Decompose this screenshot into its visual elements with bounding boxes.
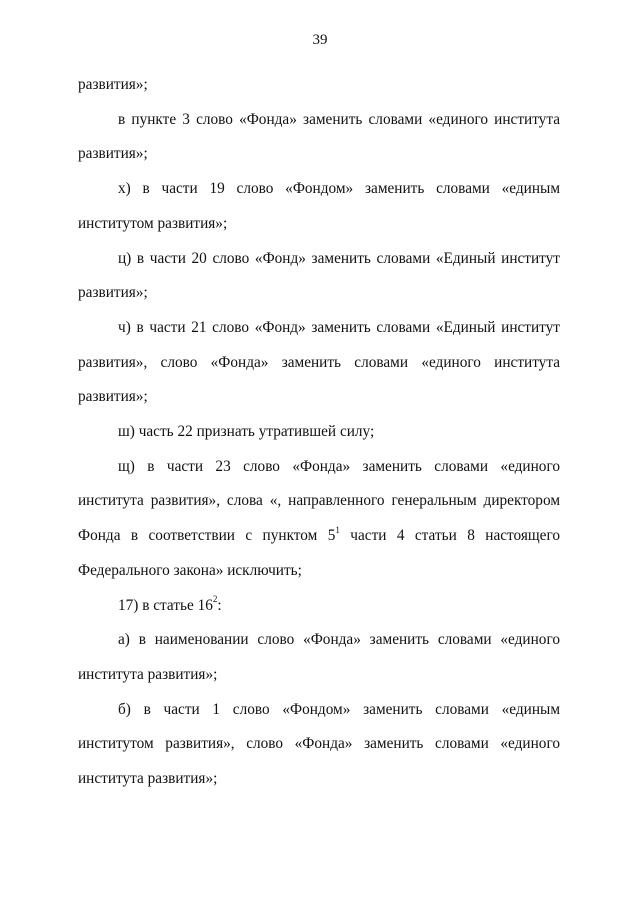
superscript-1: 1 [335, 525, 340, 536]
paragraph-item-ch: ч) в части 21 слово «Фонд» заменить словами «Единый институт развития», слово «Фонда» заменить словами «единого института развития»; [78, 318, 560, 406]
paragraph-item-a: а) в наименовании слово «Фонда» заменить словами «единого института развития»; [78, 631, 560, 683]
paragraph-article-17 [78, 589, 560, 624]
paragraph-item-punkt-3: в пункте 3 слово «Фонда» заменить словами «единого института развития»; [78, 110, 560, 163]
document-body [78, 68, 560, 797]
paragraph-item-sh: ш) часть 22 признать утратившей силу; [118, 423, 375, 441]
paragraph-item-ts: ц) в части 20 слово «Фонд» заменить словами «Единый институт развития»; [78, 249, 560, 302]
paragraph-article-17-text-a: 17) в статье 16 [118, 596, 213, 614]
paragraph-item-shch-text-a: щ) в части 23 слово «Фонда» заменить словами «единого института развития», слова «, направленного генеральным директором Фонда в соответствии с пунктом 5 [78, 457, 560, 545]
paragraph-item-b: б) в части 1 слово «Фондом» заменить словами «единым институтом развития», слово «Фонда» заменить словами «единого института развития»; [78, 700, 560, 788]
paragraph-article-17-text-b: : [217, 596, 222, 614]
paragraph-item-kh: х) в части 19 слово «Фондом» заменить словами «единым институтом развития»; [78, 180, 560, 232]
paragraph-continuation: развития»; [78, 76, 148, 93]
superscript-2: 2 [212, 594, 218, 605]
paragraph-item-shch-text-b: части 4 статьи 8 настоящего Федерального закона» исключить; [78, 527, 561, 579]
page-number: 39 [312, 32, 328, 48]
paragraph-item-shch [78, 450, 560, 589]
